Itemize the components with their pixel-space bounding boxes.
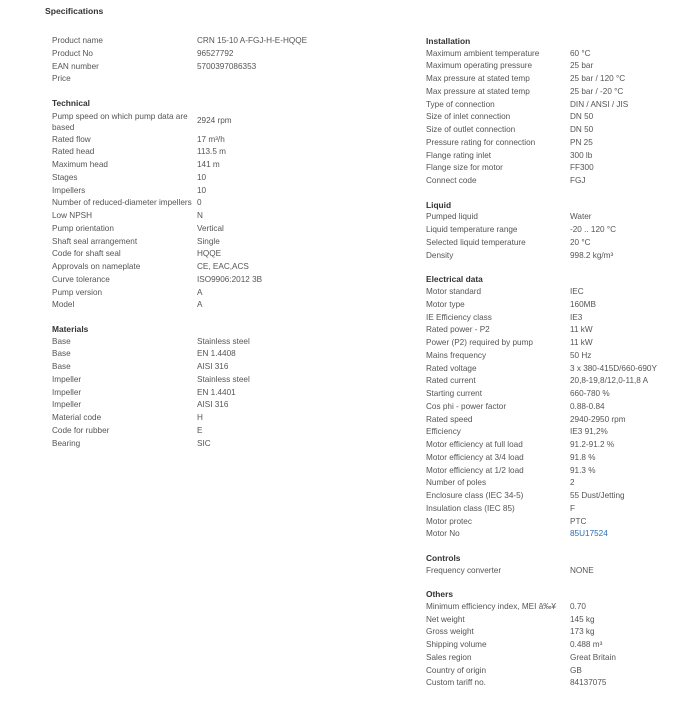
spec-value: 11 kW <box>570 325 593 335</box>
spec-label: Shipping volume <box>426 640 487 650</box>
spec-row <box>52 172 352 185</box>
spec-value: 141 m <box>197 160 220 170</box>
spec-row <box>52 387 352 400</box>
spec-value: 25 bar / -20 °C <box>570 86 624 96</box>
spec-label: Mains frequency <box>426 350 487 360</box>
section-title: Technical <box>52 98 91 108</box>
spec-value: EN 1.4408 <box>197 349 236 359</box>
spec-value: 10 <box>197 172 207 182</box>
spec-value: 113.5 m <box>197 147 226 157</box>
spec-row <box>426 175 700 188</box>
spec-value: 60 °C <box>570 48 591 58</box>
spec-value: 0.70 <box>570 601 586 611</box>
spec-label: Pump orientation <box>52 223 114 233</box>
spec-row <box>426 465 700 478</box>
spec-value: 998.2 kg/m³ <box>570 250 614 260</box>
spec-row <box>52 197 352 210</box>
spec-label: Gross weight <box>426 627 474 637</box>
spec-label: Base <box>52 336 71 346</box>
spec-row <box>426 639 700 652</box>
spec-label: Approvals on nameplate <box>52 262 141 272</box>
spec-label: Power (P2) required by pump <box>426 338 533 348</box>
spec-row <box>426 312 700 325</box>
spec-label: Motor standard <box>426 287 482 297</box>
section-electrical-data <box>426 273 700 541</box>
spec-value: -20 .. 120 °C <box>570 225 617 235</box>
spec-value: 91.3 % <box>570 465 596 475</box>
spec-value: 25 bar / 120 °C <box>570 74 626 84</box>
spec-row <box>52 73 352 86</box>
spec-value: 160MB <box>570 299 596 309</box>
spec-label: Flange size for motor <box>426 163 503 173</box>
spec-value: HQQE <box>197 249 222 259</box>
spec-row <box>426 337 700 350</box>
spec-value: Single <box>197 236 220 246</box>
spec-row <box>52 287 352 300</box>
spec-label: Bearing <box>52 438 81 448</box>
spec-label: Maximum ambient temperature <box>426 48 540 58</box>
spec-row <box>52 185 352 198</box>
spec-row <box>52 248 352 261</box>
spec-label: Curve tolerance <box>52 274 110 284</box>
spec-label: Number of reduced-diameter impellers <box>52 198 192 208</box>
spec-row <box>426 60 700 73</box>
spec-label: Rated speed <box>426 414 473 424</box>
section-installation <box>426 35 700 188</box>
spec-row <box>52 348 352 361</box>
spec-value: ISO9906:2012 3B <box>197 274 263 284</box>
spec-row <box>426 439 700 452</box>
section-technical <box>52 97 352 312</box>
spec-value: IEC <box>570 287 584 297</box>
spec-value: PN 25 <box>570 137 593 147</box>
spec-value: 2 <box>570 478 575 488</box>
section-title: Electrical data <box>426 274 483 285</box>
spec-row <box>426 363 700 376</box>
right-spec-column <box>426 35 700 701</box>
spec-value: 20,8-19,8/12,0-11,8 A <box>570 376 649 386</box>
spec-row <box>426 414 700 427</box>
spec-label: Impellers <box>52 185 86 195</box>
spec-value: DN 50 <box>570 125 594 135</box>
spec-label: Material code <box>52 413 102 423</box>
spec-label: Motor No <box>426 529 460 539</box>
spec-row <box>426 426 700 439</box>
spec-value: FGJ <box>570 176 586 186</box>
spec-row <box>52 35 352 48</box>
spec-value: 660-780 % <box>570 389 610 399</box>
spec-label: Impeller <box>52 400 82 410</box>
spec-value: 96527792 <box>197 48 234 58</box>
spec-value: IE3 <box>570 312 583 322</box>
spec-label: Base <box>52 362 71 372</box>
spec-label: Stages <box>52 172 78 182</box>
spec-row <box>52 61 352 74</box>
spec-label: Code for rubber <box>52 425 110 435</box>
spec-value: CRN 15-10 A-FGJ-H-E-HQQE <box>197 36 308 45</box>
spec-row <box>426 516 700 529</box>
spec-label: Rated head <box>52 147 95 157</box>
spec-row <box>426 665 700 678</box>
section-general <box>52 35 352 86</box>
spec-label: Product name <box>52 36 103 45</box>
spec-value: 20 °C <box>570 237 591 247</box>
spec-row <box>52 399 352 412</box>
spec-value: F <box>570 503 576 513</box>
spec-row <box>426 452 700 465</box>
section-materials <box>52 323 352 450</box>
spec-value: 91.2-91.2 % <box>570 440 615 450</box>
spec-label: EAN number <box>52 61 99 71</box>
spec-row <box>52 425 352 438</box>
spec-label: Motor efficiency at 1/2 load <box>426 465 524 475</box>
left-spec-column <box>52 35 352 461</box>
spec-row <box>426 286 700 299</box>
spec-row <box>426 299 700 312</box>
spec-label: Maximum operating pressure <box>426 61 533 71</box>
spec-value: Great Britain <box>570 652 616 662</box>
spec-row <box>426 137 700 150</box>
spec-value: 91.8 % <box>570 452 596 462</box>
spec-label: Low NPSH <box>52 211 93 221</box>
section-title: Controls <box>426 553 461 564</box>
spec-row <box>52 48 352 61</box>
spec-row <box>426 86 700 99</box>
spec-value: 0 <box>197 198 202 208</box>
spec-label: Max pressure at stated temp <box>426 74 530 84</box>
spec-value: 3 x 380-415D/660-690Y <box>570 363 657 373</box>
spec-value: FF300 <box>570 163 594 173</box>
spec-label: Pumped liquid <box>426 212 478 222</box>
spec-label: Motor type <box>426 299 465 309</box>
spec-label: Liquid temperature range <box>426 225 518 235</box>
spec-label: Impeller <box>52 374 82 384</box>
spec-value: 17 m³/h <box>197 134 225 144</box>
spec-value: 173 kg <box>570 627 595 637</box>
spec-row <box>52 374 352 387</box>
spec-row <box>426 375 700 388</box>
spec-row <box>52 210 352 223</box>
spec-value: 0.88-0.84 <box>570 401 605 411</box>
spec-row <box>52 223 352 236</box>
spec-value: NONE <box>570 565 594 575</box>
spec-value: EN 1.4401 <box>197 387 236 397</box>
spec-label: Efficiency <box>426 427 461 437</box>
spec-value: 2924 rpm <box>197 116 232 126</box>
spec-label: Rated current <box>426 376 476 386</box>
spec-value: 300 lb <box>570 150 593 160</box>
spec-label: Motor efficiency at full load <box>426 440 523 450</box>
spec-row <box>52 261 352 274</box>
spec-label: Rated flow <box>52 134 91 144</box>
spec-row <box>426 211 700 224</box>
spec-label: Pressure rating for connection <box>426 137 536 147</box>
spec-value: N <box>197 211 203 221</box>
spec-label: Flange rating inlet <box>426 150 492 160</box>
spec-row <box>426 652 700 665</box>
spec-value <box>197 73 352 86</box>
spec-label: Code for shaft seal <box>52 249 121 259</box>
spec-value: 10 <box>197 185 207 195</box>
spec-value: CE, EAC,ACS <box>197 262 249 272</box>
section-liquid <box>426 199 700 263</box>
spec-label: Pump version <box>52 287 103 297</box>
spec-row <box>426 350 700 363</box>
spec-label: Minimum efficiency index, MEI â‰¥ <box>426 601 556 611</box>
spec-row <box>52 110 352 134</box>
spec-value: AISI 316 <box>197 400 229 410</box>
spec-value: 145 kg <box>570 614 595 624</box>
spec-value: PTC <box>570 516 587 526</box>
spec-label: Base <box>52 349 71 359</box>
section-title: Others <box>426 589 453 600</box>
spec-value: A <box>197 300 203 310</box>
spec-value: SIC <box>197 438 211 448</box>
spec-value: 11 kW <box>570 338 593 348</box>
spec-row <box>426 237 700 250</box>
spec-row <box>426 388 700 401</box>
spec-value: 50 Hz <box>570 350 592 360</box>
spec-label: Country of origin <box>426 665 487 675</box>
spec-row <box>52 274 352 287</box>
spec-value: GB <box>570 665 582 675</box>
spec-value: Vertical <box>197 223 224 233</box>
spec-row <box>426 565 700 578</box>
spec-row <box>52 361 352 374</box>
spec-row <box>52 146 352 159</box>
spec-value: DIN / ANSI / JIS <box>570 99 629 109</box>
spec-label: Rated power - P2 <box>426 325 490 335</box>
spec-value: 25 bar <box>570 61 594 71</box>
spec-row <box>52 159 352 172</box>
spec-row <box>426 401 700 414</box>
spec-label: Selected liquid temperature <box>426 237 526 247</box>
spec-row <box>52 336 352 349</box>
spec-row <box>426 626 700 639</box>
spec-row <box>426 677 700 690</box>
section-others <box>426 588 700 690</box>
spec-label: Insulation class (IEC 85) <box>426 503 515 513</box>
spec-label: Pump speed on which pump data are based <box>52 111 188 132</box>
spec-row <box>426 224 700 237</box>
spec-label: Size of outlet connection <box>426 125 516 135</box>
spec-value: E <box>197 425 203 435</box>
spec-label: Model <box>52 300 75 310</box>
spec-row <box>426 477 700 490</box>
spec-label: Maximum head <box>52 160 108 170</box>
spec-row <box>426 48 700 61</box>
spec-value: H <box>197 413 203 423</box>
spec-value: Water <box>570 212 592 222</box>
spec-label: Enclosure class (IEC 34-5) <box>426 491 524 501</box>
spec-value: 0.488 m³ <box>570 640 603 650</box>
spec-value: IE3 91,2% <box>570 427 608 437</box>
spec-value: AISI 316 <box>197 362 229 372</box>
section-title: Installation <box>426 36 471 46</box>
spec-row <box>426 162 700 175</box>
spec-row <box>52 438 352 451</box>
spec-value: Stainless steel <box>197 336 250 346</box>
spec-row <box>426 111 700 124</box>
spec-row <box>426 601 700 614</box>
spec-row <box>426 73 700 86</box>
spec-value: DN 50 <box>570 112 594 122</box>
motor-no-link[interactable]: 85U17524 <box>570 529 608 539</box>
spec-label: Type of connection <box>426 99 495 109</box>
spec-label: Number of poles <box>426 478 487 488</box>
spec-row <box>426 528 700 541</box>
spec-row <box>426 614 700 627</box>
spec-label: Impeller <box>52 387 82 397</box>
spec-value: A <box>197 287 203 297</box>
spec-value: 84137075 <box>570 678 607 688</box>
spec-label: Rated voltage <box>426 363 477 373</box>
spec-label: Connect code <box>426 176 477 186</box>
spec-label: Motor efficiency at 3/4 load <box>426 452 524 462</box>
spec-row <box>426 150 700 163</box>
spec-label: Custom tariff no. <box>426 678 486 688</box>
spec-label: Net weight <box>426 614 465 624</box>
section-title: Materials <box>52 324 89 335</box>
spec-label: Cos phi - power factor <box>426 401 507 411</box>
spec-value: Stainless steel <box>197 374 250 384</box>
spec-value: 55 Dust/Jetting <box>570 491 625 501</box>
spec-label: Motor protec <box>426 516 472 526</box>
spec-row <box>52 134 352 147</box>
spec-label: Max pressure at stated temp <box>426 86 530 96</box>
spec-value: 2940-2950 rpm <box>570 414 626 424</box>
spec-row <box>426 503 700 516</box>
section-title: Liquid <box>426 199 452 210</box>
spec-row <box>426 324 700 337</box>
spec-label: Frequency converter <box>426 565 502 575</box>
section-controls <box>426 552 700 577</box>
spec-label: IE Efficiency class <box>426 312 492 322</box>
spec-row <box>426 99 700 112</box>
page-title: Specifications <box>45 6 104 16</box>
spec-row <box>52 412 352 425</box>
spec-label: Size of inlet connection <box>426 112 511 122</box>
spec-label: Shaft seal arrangement <box>52 236 138 246</box>
spec-row <box>426 250 700 263</box>
spec-label: Product No <box>52 48 93 58</box>
spec-label: Density <box>426 250 454 260</box>
spec-label: Sales region <box>426 652 472 662</box>
spec-value: 5700397086353 <box>197 61 257 71</box>
spec-row <box>426 124 700 137</box>
spec-label: Price <box>52 74 71 84</box>
spec-label: Starting current <box>426 389 482 399</box>
spec-row <box>52 236 352 249</box>
spec-row <box>52 299 352 312</box>
spec-row <box>426 490 700 503</box>
